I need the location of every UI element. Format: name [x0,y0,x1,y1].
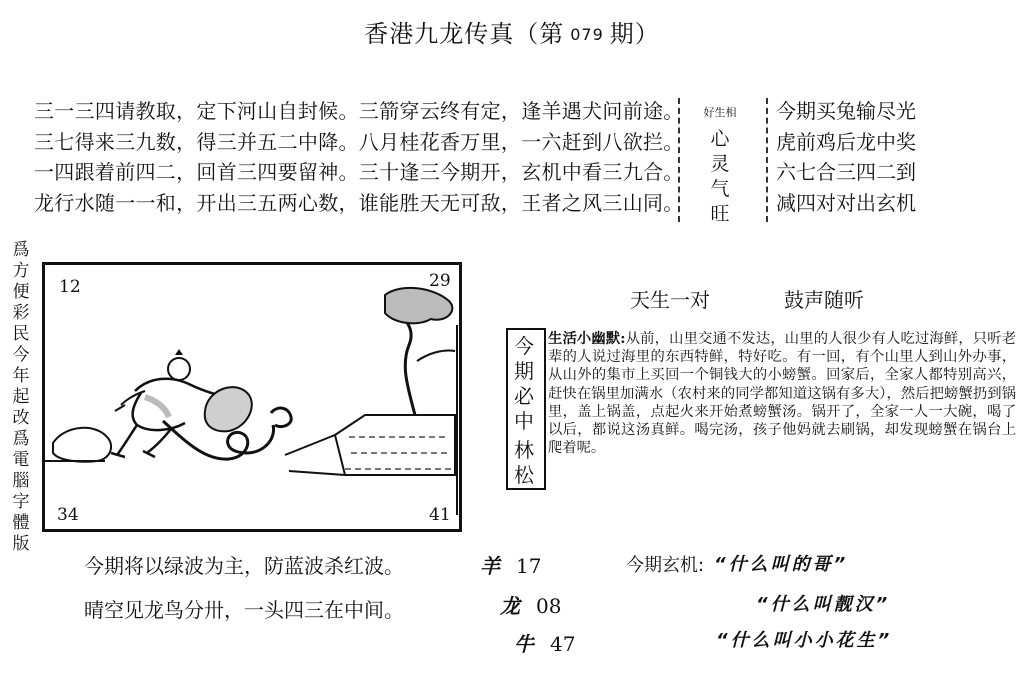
phrase-right: 鼓声随听 [784,288,864,312]
illustration-frame [42,262,462,532]
vertical-note: 爲方便彩民今年起改爲電腦字體版 [12,240,30,554]
title-end: 期） [609,20,660,48]
charm-char: 旺 [710,203,730,225]
riddle-item: “什么叫的哥” [714,554,849,575]
charm-char: 心 [710,128,730,150]
poem-line: 龙行水随一一和，开出三五两心数，谁能胜天无可敌，王者之风三山同。 [34,190,684,215]
must-win-name-text: 林松 [514,438,534,487]
poem-line: 三一三四请教取，定下河山自封候。三箭穿云终有定，逢羊遇犬问前途。 [34,99,684,123]
story-text: 从前，山里交通不发达，山里的人很少有人吃过海鲜，只听老辈的人说过海里的东西特鲜，特好吃。有一回，有个山里人到山外办事，从山外的集市上买回一个铜钱大的小螃蟹。回家后，全家人都特别高兴，赶快在锅里加满水（农村来的同学都知道这锅有多大），然后把螃蟹扔到锅里，盖上锅盖，点起火来开始煮螃蟹汤。锅开了，全家一人一大碗，喝了以后，都说这汤真鲜。喝完汤，孩子他妈就去刷锅，却发现螃蟹在锅台上爬着呢。 [548,331,1016,457]
animal-number: 17 [516,554,542,578]
must-win-name [506,438,542,488]
animal-name: 龙 [500,594,520,618]
charm-char: 灵 [710,153,730,175]
animal-name: 牛 [514,632,534,656]
charm-char: 气 [710,178,730,200]
corner-number-top-right: 29 [429,271,451,291]
animal-1 [480,550,541,579]
poem-line: 一四跟着前四二，回首三四要留神。三十逢三今期开，玄机中看三九合。 [34,160,684,184]
issue-number: 079 [570,25,604,44]
story-title: 生活小幽默: [548,331,626,347]
illustration-boy-snake [45,265,459,529]
animal-2 [500,590,561,619]
bottom-line-1: 今期将以绿波为主，防蓝波杀红波。 [84,554,404,578]
riddle-item: “什么叫靓汉” [756,594,891,615]
charm-head: 好生相 [703,106,737,119]
page-title [0,14,1024,49]
title-text: 香港九龙传真（第 [364,20,565,48]
animal-number: 47 [550,632,576,656]
right-verse: 减四对对出玄机 [776,190,916,215]
corner-number-bottom-right: 41 [429,505,451,525]
right-verses [776,96,916,218]
right-verse: 六七合三四二到 [776,160,916,184]
must-win-label [506,334,542,434]
humor-story [548,330,1016,457]
right-verse: 虎前鸡后龙中奖 [776,129,916,154]
bottom-line-2: 晴空见龙鸟分卅，一头四三在中间。 [84,598,404,622]
phrase-left: 天生一对 [630,288,710,312]
right-verse: 今期买兔输尽光 [776,99,916,123]
animal-number: 08 [536,594,562,618]
animal-3 [514,628,575,657]
animal-name: 羊 [480,554,500,578]
corner-number-bottom-left: 34 [57,505,79,525]
poem-block [34,96,684,218]
corner-number-top-left: 12 [59,277,81,297]
poem-line: 三七得来三九数，得三并五二中降。八月桂花香万里，一六赶到八欲拦。 [34,129,684,154]
riddle-label: 今期玄机: [626,555,705,576]
must-win-label-text: 今期必中 [514,334,534,433]
riddle-item: “什么叫小小花生” [716,630,893,651]
